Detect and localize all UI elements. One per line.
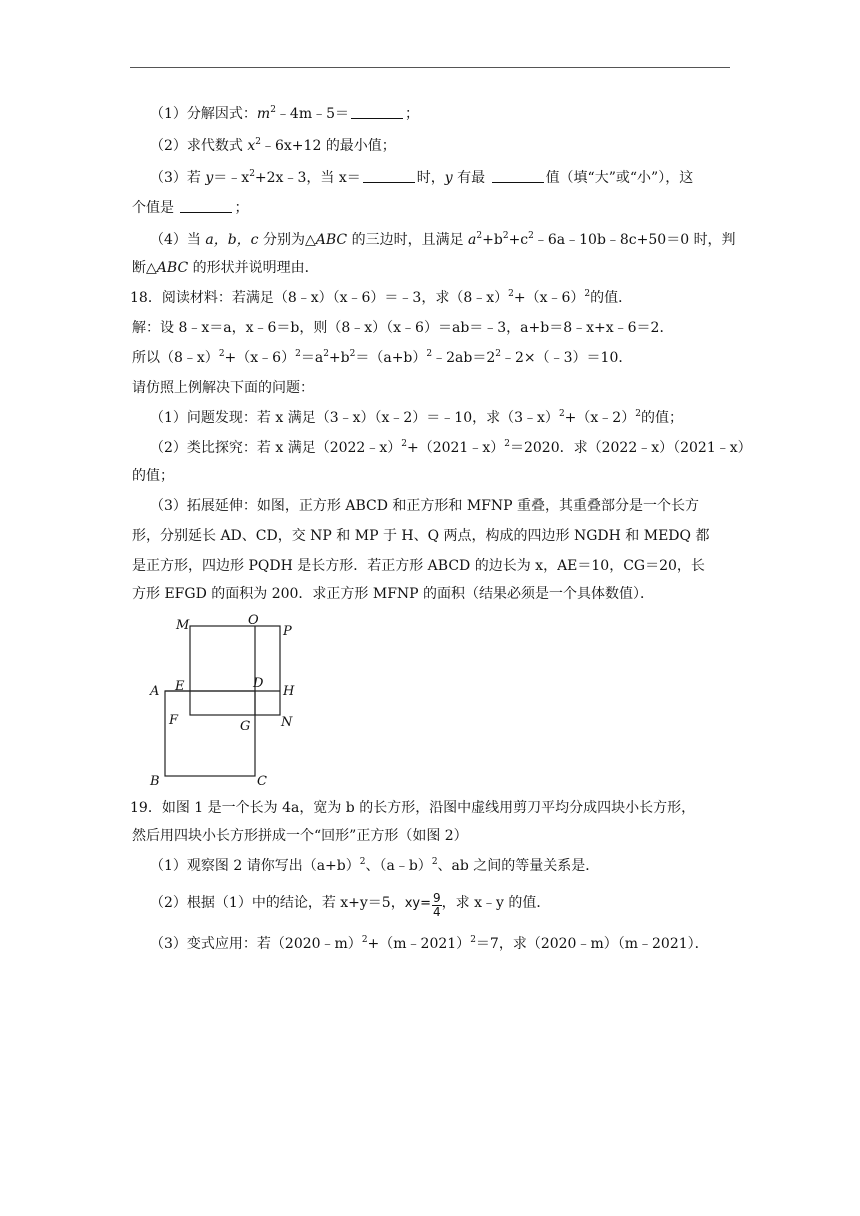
answer-blank[interactable] — [492, 170, 544, 183]
fraction-9-4: $\frac{9}{4}$ — [433, 891, 441, 919]
q18-part3-l3: 是正方形，四边形 PQDH 是长方形．若正方形 ABCD 的边长为 x，AE＝10，CG＝20，长 — [132, 558, 705, 574]
label-N: N — [281, 715, 293, 730]
q18-instruction: 请仿照上例解决下面的问题： — [132, 380, 314, 396]
label-G: G — [240, 719, 251, 734]
q18-title: 18．阅读材料：若满足（8﹣x）（x﹣6）＝﹣3，求（8﹣x）$^2$+（x﹣6）$^2$的值． — [130, 289, 633, 306]
q17-part4-cont: 断△ABC 的形状并说明理由． — [132, 260, 319, 276]
label-O: O — [248, 613, 259, 628]
q18-part1: （1）问题发现：若 x 满足（3﹣x）（x﹣2）＝﹣10，求（3﹣x）$^2$+（x﹣2）$^2$的值； — [150, 409, 683, 426]
label-C: C — [257, 774, 267, 788]
label-A: A — [150, 684, 160, 699]
q18-part3: （3）拓展延伸：如图，正方形 ABCD 和正方形和 MFNP 重叠，其重叠部分是一个长方 — [150, 498, 700, 514]
q17-part3: （3）若 $y=﹣x^2+2x﹣3$，当 x＝ 时，y 有最 值（填“大”或“小”），这 — [150, 169, 694, 186]
q17-part1: （1）分解因式：$m^2﹣4m﹣5=$ ； — [150, 105, 420, 122]
label-D: D — [253, 676, 264, 691]
q17-part2: （2）求代数式 $x^2﹣6x+12$ 的最小值； — [150, 137, 396, 154]
q18-part2-cont: 的值； — [132, 468, 174, 484]
label-P: P — [283, 624, 292, 639]
label-B: B — [150, 774, 160, 788]
q18-part2: （2）类比探究：若 x 满足（2022﹣x）$^2$+（2021﹣x）$^2$＝2020．求（2022﹣x）（2021﹣x） — [150, 439, 752, 456]
label-F: F — [169, 713, 179, 728]
q19-title-cont: 然后用四块小长方形拼成一个“回形”正方形（如图 2） — [132, 828, 468, 844]
q18-solution: 解：设 8﹣x＝a，x﹣6＝b，则（8﹣x）（x﹣6）＝ab＝﹣3，a+b＝8﹣x+x﹣6＝2． — [132, 320, 674, 336]
q18-solution-2: 所以$(8﹣x)^2+(x﹣6)^2=a^2+b^2=(a+b)^2﹣2ab=2^2﹣2\times(﹣3)=10$． — [132, 349, 633, 366]
square-mfnp — [190, 626, 280, 715]
label-H: H — [283, 684, 295, 699]
label-E: E — [175, 679, 185, 694]
q17-part4: （4）当 a，b，c 分别为△ABC 的三边时，且满足 $a^2+b^2+c^2﹣6a﹣10b﹣8c+50=0$ 时，判 — [150, 231, 736, 248]
q19-part2: （2）根据（1）中的结论，若 x+y＝5，xy= $\frac{9}{4}$ ，求 x﹣y 的值． — [150, 891, 551, 919]
q19-part1: （1）观察图 2 请你写出$(a+b)^2$、（a﹣b）$^2$、ab 之间的等量关系是． — [150, 857, 600, 874]
header-rule — [130, 67, 730, 68]
answer-blank[interactable] — [363, 170, 415, 183]
q19-part3: （3）变式应用：若（2020﹣m）$^2$+（m﹣2021）$^2$＝7，求（2020﹣m）（m﹣2021）． — [150, 935, 709, 952]
answer-blank[interactable] — [351, 106, 403, 119]
q18-part3-l4: 方形 EFGD 的面积为 200．求正方形 MFNP 的面积（结果必须是一个具体数值）． — [132, 586, 655, 602]
q17-part3-cont: 个值是 ； — [132, 200, 249, 216]
q19-title: 19．如图 1 是一个长为 4a，宽为 b 的长方形，沿图中虚线用剪刀平均分成四块小长方形， — [130, 800, 696, 816]
q18-part3-l2: 形，分别延长 AD、CD，交 NP 和 MP 于 H、Q 两点，构成的四边形 NGDH 和 MEDQ 都 — [132, 528, 710, 544]
squares-figure — [140, 608, 310, 788]
label-M: M — [176, 618, 190, 633]
answer-blank[interactable] — [180, 200, 232, 213]
